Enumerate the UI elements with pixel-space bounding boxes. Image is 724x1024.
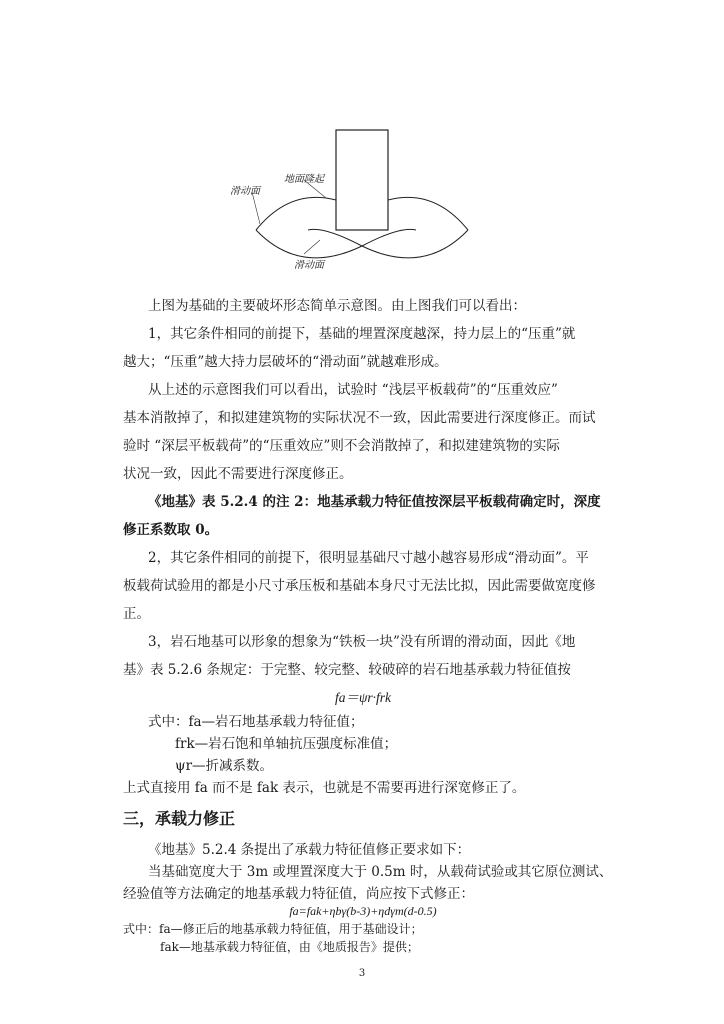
leader-bottom (304, 240, 320, 254)
paragraph-5-line-3: 正。 (123, 606, 150, 622)
paragraph-6-line-2: 基》表 5.2.6 条规定：于完整、较完整、较破碎的岩石地基承载力特征值按 (123, 662, 571, 678)
paragraph-4-line-2: 修正系数取 0。 (123, 522, 219, 538)
paragraph-5-line-2: 板载荷试验用的都是小尺寸承压板和基础本身尺寸无法比拟，因此需要做宽度修 (123, 578, 596, 594)
ground-upheaval-right (388, 197, 468, 230)
paragraph-2-line-2: 越大；“压重”越大持力层破坏的“滑动面”就越难形成。 (123, 354, 448, 370)
paragraph-2-line-1: 1，其它条件相同的前提下，基础的埋置深度越深，持力层上的“压重”就 (148, 326, 576, 342)
failure-mode-diagram (230, 126, 490, 276)
page-number: 3 (358, 968, 366, 979)
paragraph-1: 上图为基础的主要破坏形态简单示意图。由上图我们可以看出： (148, 298, 526, 314)
paragraph-3-line-2: 基本消散掉了，和拟建建筑物的实际状况不一致，因此需要进行深度修正。而试 (123, 410, 596, 426)
definition2-fa: 式中：fa—修正后的地基承载力特征值，用于基础设计； (123, 922, 423, 936)
foundation-block (336, 130, 388, 230)
section-heading: 三，承载力修正 (123, 809, 236, 828)
formula-rock-bearing: fa＝ψr·frk (334, 690, 391, 705)
label-slip-bottom: 滑动面 (294, 260, 324, 271)
paragraph-9-line-2: 经验值等方法确定的地基承载力特征值，尚应按下式修正： (123, 886, 474, 902)
definition-frk: frk—岩石饱和单轴抗压强度标准值； (175, 736, 398, 752)
definition-fa: 式中：fa—岩石地基承载力特征值； (148, 714, 364, 730)
slip-surface-right (308, 229, 468, 258)
ground-upheaval-left (256, 197, 336, 230)
slip-surface-left (256, 229, 416, 258)
label-slip-left: 滑动面 (230, 186, 260, 197)
definition2-fak: fak—地基承载力特征值，由《地质报告》提供； (160, 940, 419, 954)
paragraph-3-line-1: 从上述的示意图我们可以看出，试验时 “浅层平板载荷”的“压重效应” (148, 382, 558, 398)
paragraph-3-line-4: 状况一致，因此不需要进行深度修正。 (123, 466, 353, 482)
paragraph-7: 上式直接用 fa 而不是 fak 表示，也就是不需要再进行深宽修正了。 (123, 780, 526, 796)
paragraph-5-line-1: 2，其它条件相同的前提下，很明显基础尺寸越小越容易形成“滑动面”。平 (148, 550, 589, 566)
definition-psi: ψr—折减系数。 (175, 758, 274, 774)
diagram-svg (230, 126, 490, 276)
paragraph-8: 《地基》5.2.4 条提出了承载力特征值修正要求如下： (148, 842, 471, 858)
paragraph-9-line-1: 当基础宽度大于 3m 或埋置深度大于 0.5m 时，从载荷试验或其它原位测试、 (148, 864, 613, 880)
paragraph-3-line-3: 验时 “深层平板载荷”的“压重效应”则不会消散掉了，和拟建建筑物的实际 (123, 438, 560, 454)
label-upheaval: 地面隆起 (284, 174, 324, 185)
paragraph-4-line-1: 《地基》表 5.2.4 的注 2：地基承载力特征值按深层平板载荷确定时，深度 (148, 494, 601, 510)
formula-bearing-correction: fa=fak+ηbγ(b-3)+ηdγm(d-0.5) (289, 904, 437, 918)
paragraph-6-line-1: 3，岩石地基可以形象的想象为“铁板一块”没有所谓的滑动面，因此《地 (148, 634, 576, 650)
